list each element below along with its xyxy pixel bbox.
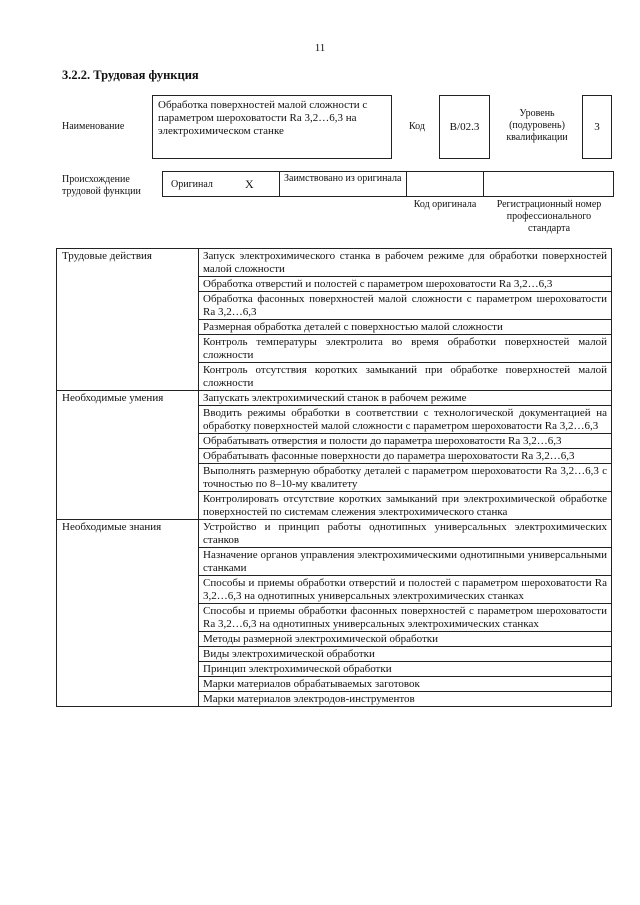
function-table xyxy=(56,248,612,707)
name-box: Обработка поверхностей малой сложности с параметром шероховатости Ra 3,2…6,3 на электрохимическом станке xyxy=(152,95,392,159)
original-mark: X xyxy=(245,177,254,191)
borrowed-cell: Заимствовано из оригинала xyxy=(279,171,407,197)
item-cell: Назначение органов управления электрохимическими однотипными универсальными станками xyxy=(199,548,612,576)
item-cell: Марки материалов обрабатываемых заготовок xyxy=(199,677,612,692)
reg-number-cell xyxy=(483,171,614,197)
level-label: Уровень (подуровень) квалификации xyxy=(506,108,568,143)
section-title: 3.2.2. Трудовая функция xyxy=(62,68,199,82)
item-cell: Способы и приемы обработки отверстий и полостей с параметром шероховатости Ra 3,2…6,3 на однотипных универсальных электрохимических станках xyxy=(199,576,612,604)
item-cell: Виды электрохимической обработки xyxy=(199,647,612,662)
original-cell xyxy=(162,171,280,197)
item-cell: Запускать электрохимический станок в рабочем режиме xyxy=(199,391,612,406)
category-cell: Необходимые знания xyxy=(57,520,199,707)
level-box: 3 xyxy=(582,95,612,159)
item-cell: Обрабатывать фасонные поверхности до параметра шероховатости Ra 3,2…6,3 xyxy=(199,449,612,464)
origin-row xyxy=(162,171,614,197)
category-cell: Трудовые действия xyxy=(57,249,199,391)
item-cell: Выполнять размерную обработку деталей с параметром шероховатости Ra 3,2…6,3 с точностью по 8–10-му квалитету xyxy=(199,464,612,492)
item-cell: Контроль температуры электролита во время обработки поверхностей малой сложности xyxy=(199,335,612,363)
item-cell: Обработка отверстий и полостей с параметром шероховатости Ra 3,2…6,3 xyxy=(199,277,612,292)
item-cell: Обработка фасонных поверхностей малой сложности с параметром шероховатости Ra 3,2…6,3 xyxy=(199,292,612,320)
code-caption: Код оригинала xyxy=(413,199,477,210)
item-cell: Устройство и принцип работы однотипных универсальных электрохимических станков xyxy=(199,520,612,548)
table-row xyxy=(57,249,612,277)
item-cell: Контроль отсутствия коротких замыканий при обработке поверхностей малой сложности xyxy=(199,363,612,391)
item-cell: Контролировать отсутствие коротких замыканий при электрохимической обработке поверхностей по системам слежения электрохимического станка xyxy=(199,492,612,520)
original-label: Оригинал xyxy=(171,179,213,190)
item-cell: Запуск электрохимического станка в рабочем режиме для обработки поверхностей малой сложности xyxy=(199,249,612,277)
item-cell: Методы размерной электрохимической обработки xyxy=(199,632,612,647)
original-code-cell xyxy=(406,171,484,197)
name-label: Наименование xyxy=(62,121,125,132)
table-row xyxy=(57,391,612,406)
code-label: Код xyxy=(409,121,425,132)
item-cell: Марки материалов электродов-инструментов xyxy=(199,692,612,707)
page-number: 11 xyxy=(314,42,326,54)
origin-label: Происхождение трудовой функции xyxy=(62,174,141,197)
item-cell: Размерная обработка деталей с поверхностью малой сложности xyxy=(199,320,612,335)
item-cell: Обрабатывать отверстия и полости до параметра шероховатости Ra 3,2…6,3 xyxy=(199,434,612,449)
reg-caption: Регистрационный номер профессионального стандарта xyxy=(496,199,602,234)
category-cell: Необходимые умения xyxy=(57,391,199,520)
item-cell: Принцип электрохимической обработки xyxy=(199,662,612,677)
table-body xyxy=(57,249,612,707)
code-box: B/02.3 xyxy=(439,95,490,159)
table-row xyxy=(57,520,612,548)
item-cell: Вводить режимы обработки в соответствии с технологической документацией на обработку поверхностей малой сложности с параметром шероховатости Ra 3,2…6,3 xyxy=(199,406,612,434)
item-cell: Способы и приемы обработки фасонных поверхностей с параметром шероховатости Ra 3,2…6,3 на однотипных универсальных электрохимических станках xyxy=(199,604,612,632)
